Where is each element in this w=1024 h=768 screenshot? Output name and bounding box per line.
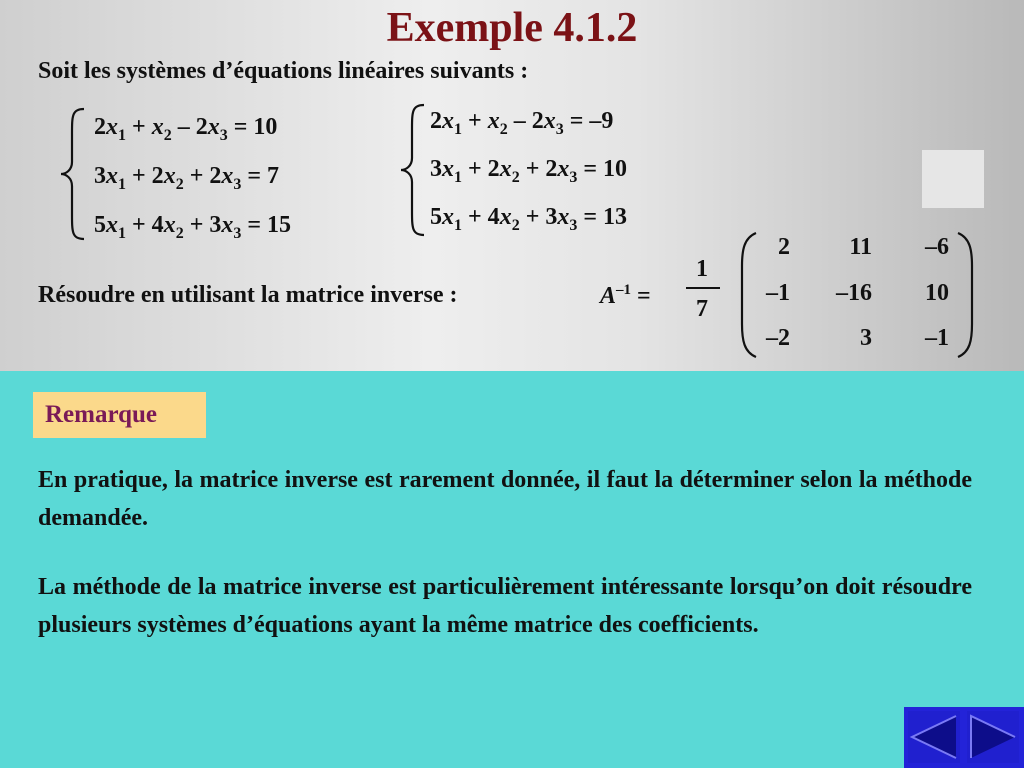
navigation-bar: [904, 707, 1024, 768]
matrix-cell: –16: [836, 280, 872, 306]
triangle-right-icon: [967, 711, 1019, 763]
matrix-cell: –2: [766, 325, 790, 351]
left-eq-3: $5x_1 + 4x_2 + 3x_3 = 15$: [94, 212, 292, 242]
fraction-denominator: 7: [696, 296, 708, 322]
inverse-symbol: $A^{-1}$ =: [600, 282, 651, 309]
fraction-bar: [686, 287, 720, 289]
matrix-cell: 3: [860, 325, 872, 351]
previous-slide-button[interactable]: [908, 711, 960, 763]
right-eq-2: $3x_1 + 2x_2 + 2x_3 = 10$: [430, 156, 628, 186]
matrix-cell: –1: [766, 280, 790, 306]
right-eq-1: $2x_1 + x_2 - 2x_3 = -9$: [430, 108, 614, 138]
remark-paragraph-2: La méthode de la matrice inverse est particulièrement intéressante lorsqu’on doit résoudre plusieurs systèmes d’équations ayant la même matrice des coefficients.: [38, 574, 972, 638]
right-eq-3: $5x_1 + 4x_2 + 3x_3 = 13$: [430, 204, 628, 234]
matrix-cell: 2: [778, 234, 790, 260]
left-eq-1: $2x_1 + x_2 - 2x_3 = 10$: [94, 114, 278, 144]
matrix-cell: –6: [925, 234, 949, 260]
matrix-cell: 10: [925, 280, 949, 306]
intro-text: Soit les systèmes d’équations linéaires suivants :: [38, 58, 529, 84]
next-slide-button[interactable]: [967, 711, 1019, 763]
placeholder-box: [922, 150, 984, 208]
triangle-left-icon: [908, 711, 960, 763]
slide-title: Exemple 4.1.2: [386, 5, 638, 51]
matrix-right-paren: [954, 230, 976, 360]
left-system-brace: [58, 106, 88, 242]
matrix-cell: –1: [925, 325, 949, 351]
fraction-numerator: 1: [696, 256, 708, 282]
matrix-cell: 11: [849, 234, 872, 260]
right-system-brace: [398, 102, 428, 238]
remark-paragraph-1: En pratique, la matrice inverse est rarement donnée, il faut la déterminer selon la méthode demandée.: [38, 467, 972, 531]
left-eq-2: $3x_1 + 2x_2 + 2x_3 = 7$: [94, 163, 280, 193]
instruction-text: Résoudre en utilisant la matrice inverse :: [38, 282, 458, 308]
remark-label: Remarque: [33, 392, 206, 438]
